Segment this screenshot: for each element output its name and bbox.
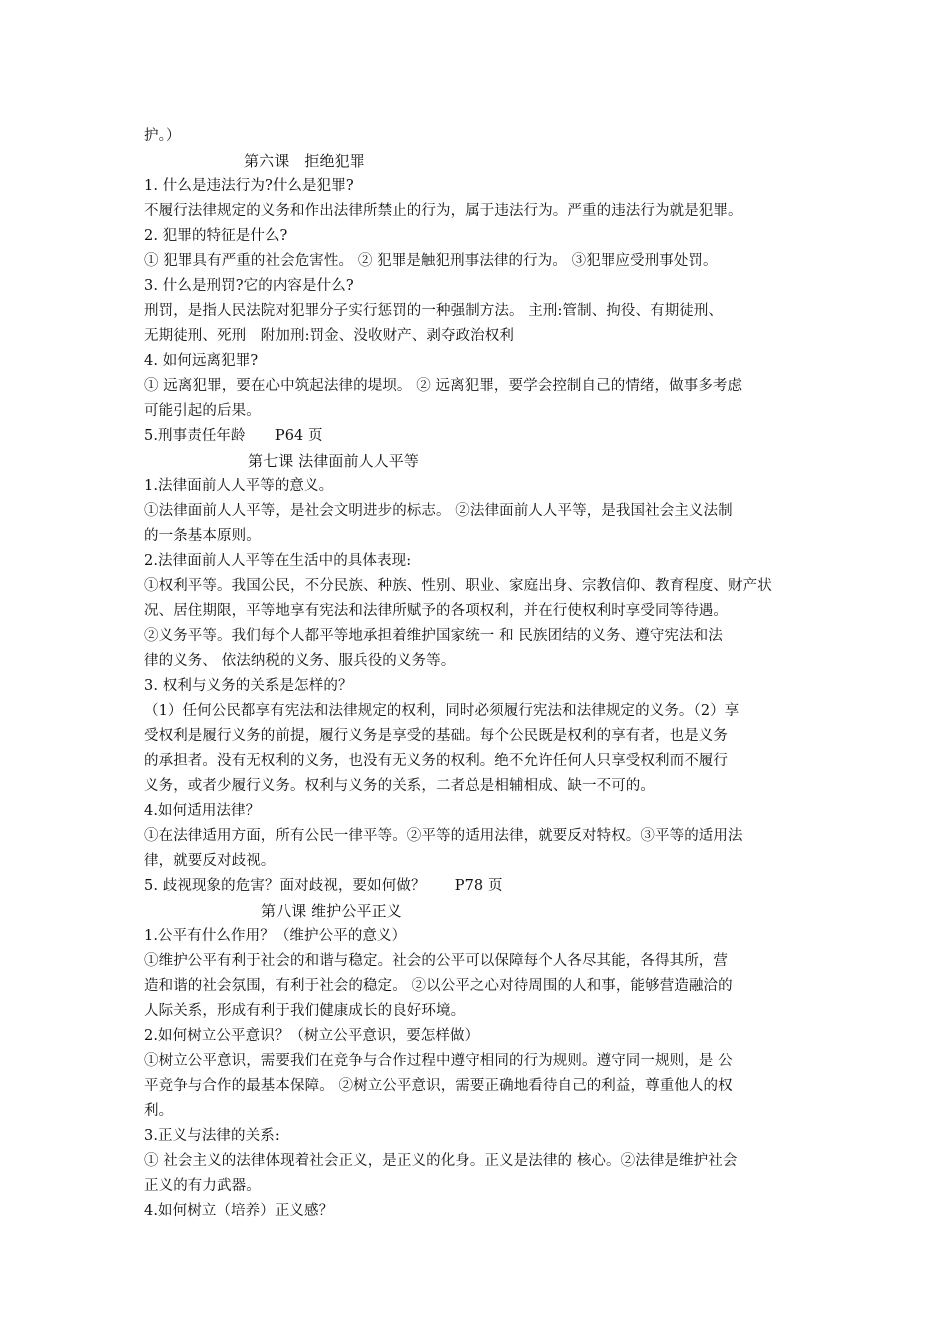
question-line: 2. 犯罪的特征是什么? [144, 228, 288, 244]
text-line: ①树立公平意识，需要我们在竞争与合作过程中遵守相同的行为规则。遵守同一规则，是 公 [144, 1053, 733, 1069]
text-line: 的承担者。没有无权利的义务，也没有无义务的权利。绝不允许任何人只享受权利而不履行 [144, 753, 728, 769]
text-line: ① 犯罪具有严重的社会危害性。 ② 犯罪是触犯刑事法律的行为。 ③犯罪应受刑事处罚。 [144, 253, 718, 269]
question-line: 5.刑事责任年龄 P64 页 [144, 428, 323, 444]
question-line: 5. 歧视现象的危害？面对歧视，要如何做？ P78 页 [144, 878, 503, 894]
lesson-6-heading: 第六课 拒绝犯罪 [244, 152, 365, 170]
text-line: 利。 [144, 1103, 174, 1119]
text-line: 正义的有力武器。 [144, 1178, 261, 1194]
text-line: 无期徒刑、死刑 附加刑:罚金、没收财产、剥夺政治权利 [144, 328, 514, 344]
question-line: 3.正义与法律的关系: [144, 1128, 280, 1144]
text-line: ②义务平等。我们每个人都平等地承担着维护国家统一 和 民族团结的义务、遵守宪法和法 [144, 628, 723, 644]
text-line: 人际关系，形成有利于我们健康成长的良好环境。 [144, 1003, 466, 1019]
text-line: （1）任何公民都享有宪法和法律规定的权利，同时必须履行宪法和法律规定的义务。（2）享 [144, 703, 740, 719]
text-line: ① 社会主义的法律体现着社会正义，是正义的化身。正义是法律的 核心。②法律是维护社会 [144, 1153, 738, 1169]
text-line: 的一条基本原则。 [144, 528, 261, 544]
text-line: 刑罚，是指人民法院对犯罪分子实行惩罚的一种强制方法。 主刑:管制、拘役、有期徒刑、 [144, 303, 724, 319]
question-line: 3. 什么是刑罚?它的内容是什么? [144, 278, 354, 294]
text-line: 律，就要反对歧视。 [144, 853, 276, 869]
text-line: 况、居住期限，平等地享有宪法和法律所赋予的各项权利，并在行使权利时享受同等待遇。 [144, 603, 728, 619]
text-line: 造和谐的社会氛围，有利于社会的稳定。 ②以公平之心对待周围的人和事，能够营造融洽的 [144, 978, 733, 994]
question-line: 2.法律面前人人平等在生活中的具体表现: [144, 553, 412, 569]
question-line: 1. 什么是违法行为?什么是犯罪? [144, 178, 354, 194]
question-line: 1.公平有什么作用？（维护公平的意义） [144, 928, 407, 944]
question-line: 4.如何树立（培养）正义感？ [144, 1203, 334, 1219]
lesson-8-heading: 第八课 维护公平正义 [261, 902, 402, 920]
text-line: 受权利是履行义务的前提，履行义务是享受的基础。每个公民既是权利的享有者，也是义务 [144, 728, 728, 744]
question-line: 4. 如何远离犯罪? [144, 353, 259, 369]
text-line: 平竞争与合作的最基本保障。 ②树立公平意识，需要正确地看待自己的利益，尊重他人的权 [144, 1078, 733, 1094]
text-line: ①在法律适用方面，所有公民一律平等。②平等的适用法律，就要反对特权。③平等的适用法 [144, 828, 743, 844]
text-line: 律的义务、 依法纳税的义务、服兵役的义务等。 [144, 653, 456, 669]
question-line: 4.如何适用法律？ [144, 803, 261, 819]
text-line: 不履行法律规定的义务和作出法律所禁止的行为，属于违法行为。严重的违法行为就是犯罪。 [144, 203, 743, 219]
question-line: 2.如何树立公平意识？（树立公平意识，要怎样做） [144, 1028, 480, 1044]
text-line: 护。） [144, 128, 181, 144]
text-line: ①法律面前人人平等，是社会文明进步的标志。 ②法律面前人人平等，是我国社会主义法制 [144, 503, 733, 519]
text-line: 可能引起的后果。 [144, 403, 261, 419]
text-line: ①权利平等。我国公民，不分民族、种族、性别、职业、家庭出身、宗教信仰、教育程度、财产状 [144, 578, 772, 594]
text-line: ①维护公平有利于社会的和谐与稳定。社会的公平可以保障每个人各尽其能，各得其所，营 [144, 953, 728, 969]
lesson-7-heading: 第七课 法律面前人人平等 [248, 452, 419, 470]
question-line: 3. 权利与义务的关系是怎样的？ [144, 678, 353, 694]
text-line: ① 远离犯罪，要在心中筑起法律的堤坝。 ② 远离犯罪，要学会控制自己的情绪，做事多考虑 [144, 378, 743, 394]
text-line: 义务，或者少履行义务。权利与义务的关系，二者总是相辅相成、缺一不可的。 [144, 778, 655, 794]
question-line: 1.法律面前人人平等的意义。 [144, 478, 334, 494]
